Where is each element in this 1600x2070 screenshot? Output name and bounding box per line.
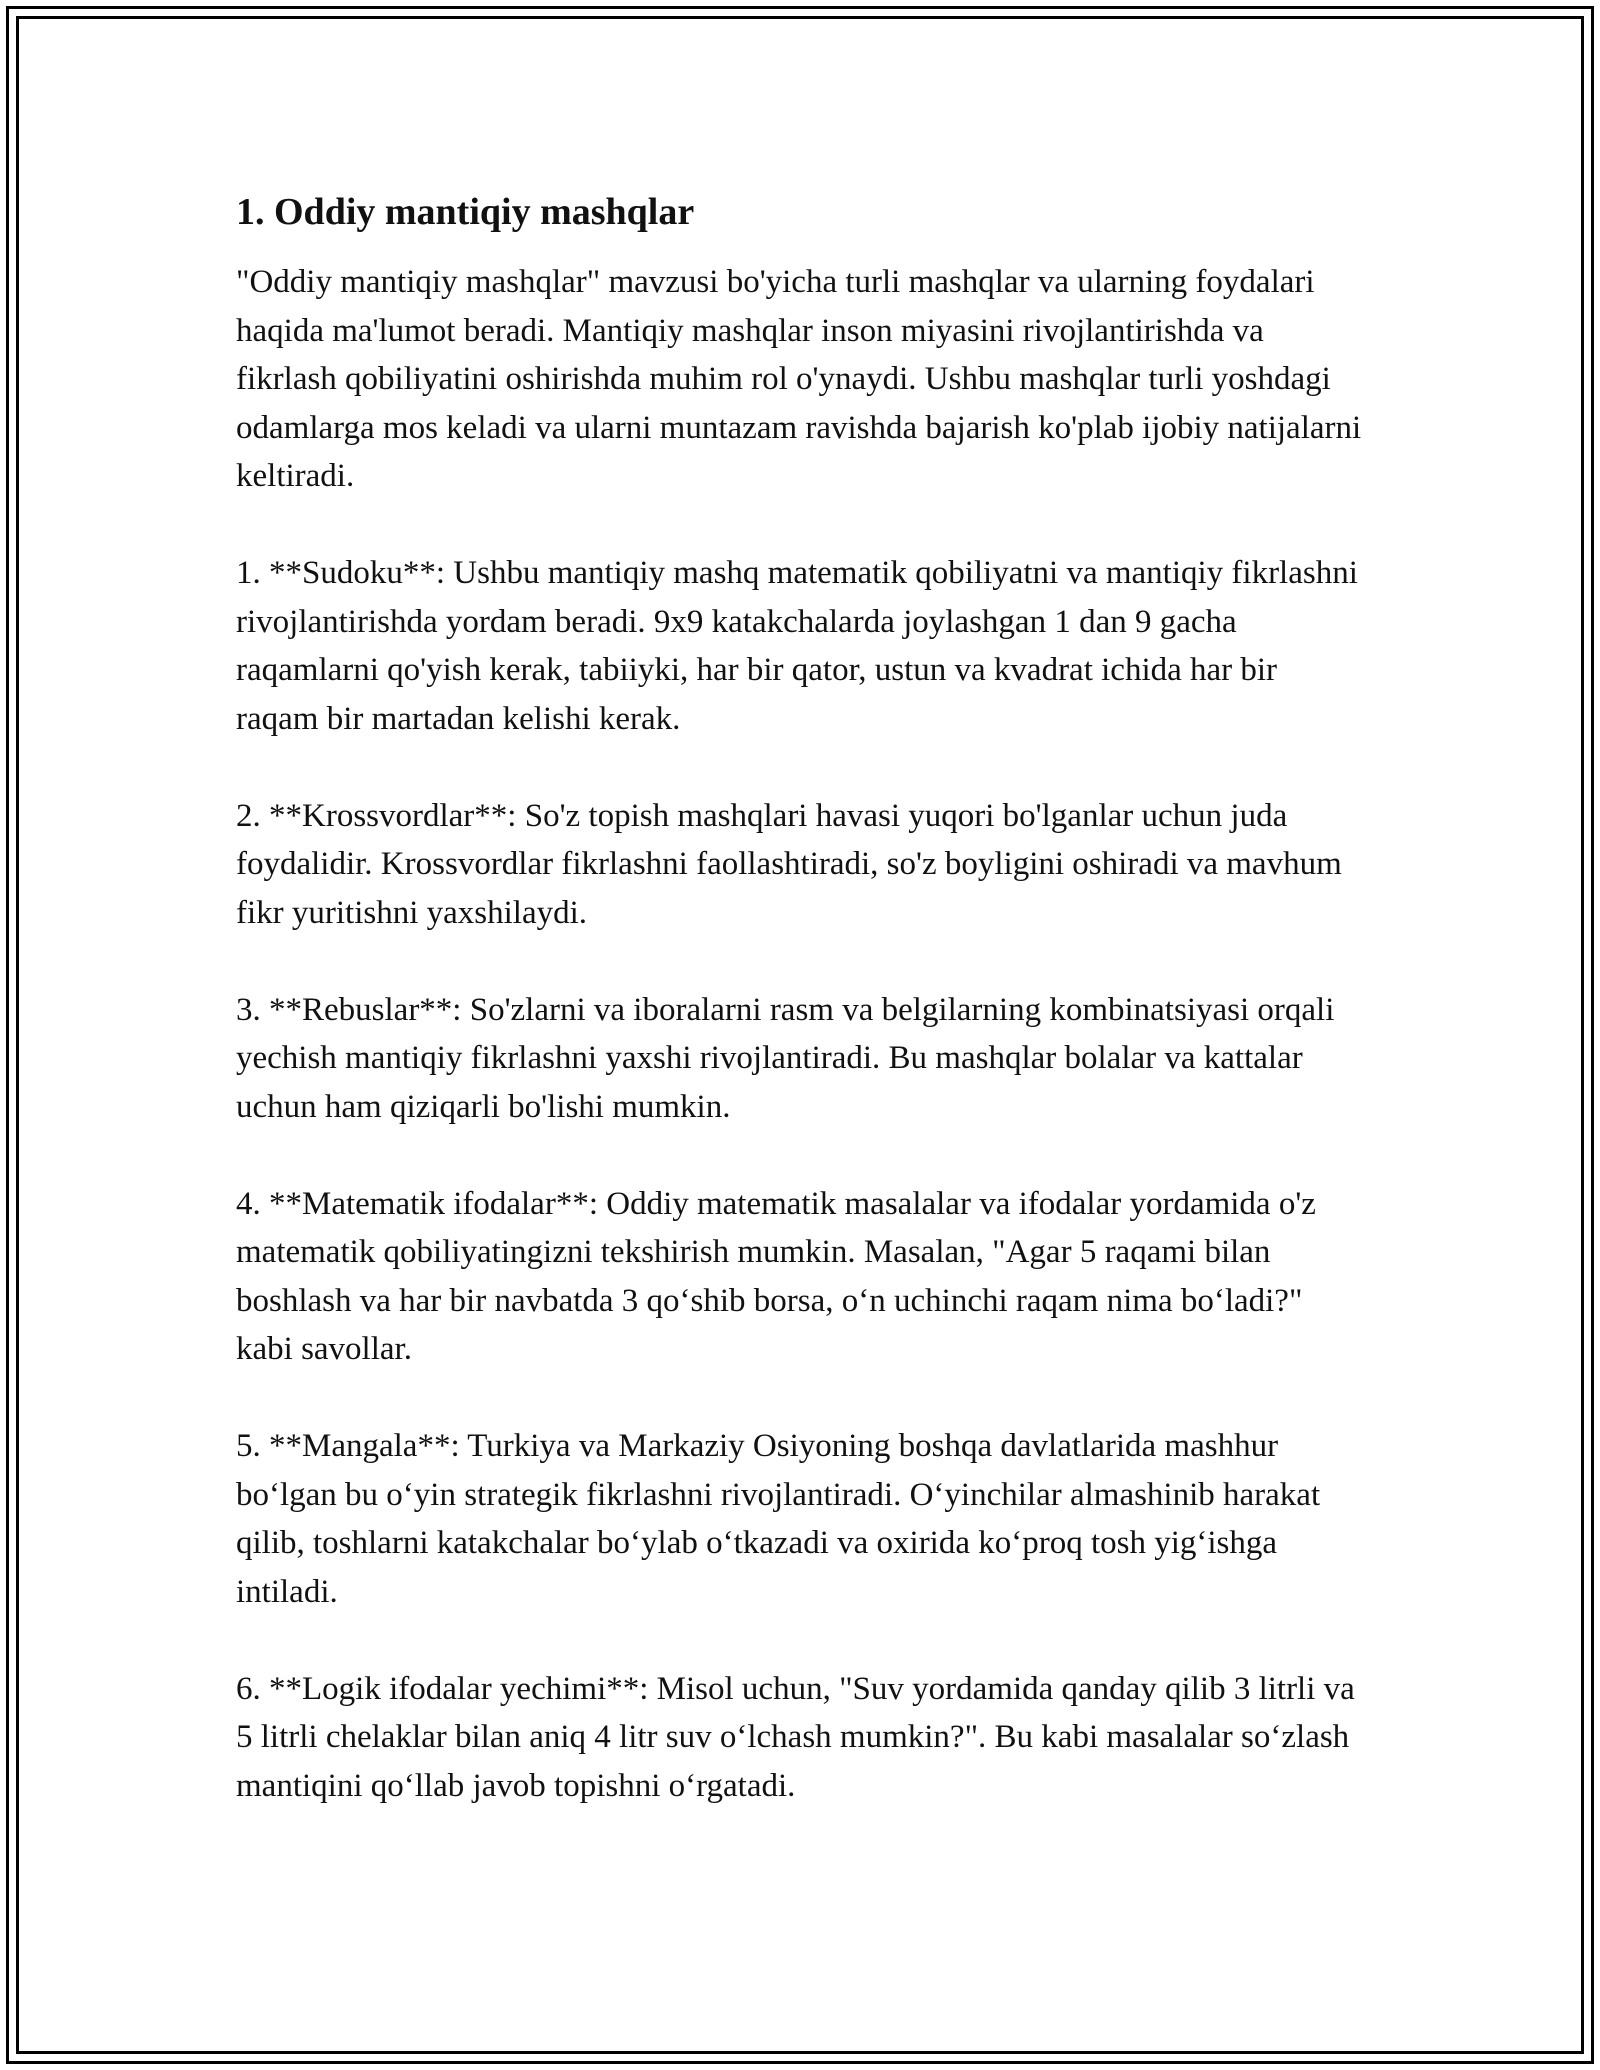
list-item-logik-ifodalar: 6. **Logik ifodalar yechimi**: Misol uchun, "Suv yordamida qanday qilib 3 litrli va 5 litrli chelaklar bilan aniq 4 litr suv o‘lchash mumkin?". Bu kabi masalalar so‘zlash mantiqini qo‘llab javob topishni o‘rgatadi.: [236, 1670, 1355, 1804]
document-body: [236, 188, 1366, 1859]
intro-paragraph: "Oddiy mantiqiy mashqlar" mavzusi bo'yicha turli mashqlar va ularning foydalari haqida ma'lumot beradi. Mantiqiy mashqlar inson miyasini rivojlantirishda va fikrlash qobiliyatini oshirishda muhim rol o'ynaydi. Ushbu mashqlar turli yoshdagi odamlarga mos keladi va ularni muntazam ravishda bajarish ko'plab ijobiy natijalarni keltiradi.: [236, 264, 1362, 494]
list-item-rebuslar: 3. **Rebuslar**: So'zlarni va iboralarni rasm va belgilarning kombinatsiyasi orqali yechish mantiqiy fikrlashni yaxshi rivojlantiradi. Bu mashqlar bolalar va kattalar uchun ham qiziqarli bo'lishi mumkin.: [236, 991, 1335, 1125]
list-item-matematik-ifodalar: 4. **Matematik ifodalar**: Oddiy matematik masalalar va ifodalar yordamida o'z matematik qobiliyatingizni tekshirish mumkin. Masalan, "Agar 5 raqami bilan boshlash va har bir navbatda 3 qo‘shib borsa, o‘n uchinchi raqam nima bo‘ladi?" kabi savollar.: [236, 1185, 1316, 1367]
list-item-sudoku: 1. **Sudoku**: Ushbu mantiqiy mashq matematik qobiliyatni va mantiqiy fikrlashni rivojlantirishda yordam beradi. 9x9 katakchalarda joylashgan 1 dan 9 gacha raqamlarni qo'yish kerak, tabiiyki, har bir qator, ustun va kvadrat ichida har bir raqam bir martadan kelishi kerak.: [236, 555, 1358, 737]
list-item-mangala: 5. **Mangala**: Turkiya va Markaziy Osiyoning boshqa davlatlarida mashhur bo‘lgan bu o‘yin strategik fikrlashni rivojlantiradi. O‘yinchilar almashinib harakat qilib, toshlarni katakchalar bo‘ylab o‘tkazadi va oxirida ko‘proq tosh yig‘ishga intiladi.: [236, 1428, 1321, 1610]
section-heading: 1. Oddiy mantiqiy mashqlar: [236, 191, 695, 233]
list-item-krossvordlar: 2. **Krossvordlar**: So'z topish mashqlari havasi yuqori bo'lganlar uchun juda foydalidir. Krossvordlar fikrlashni faollashtiradi, so'z boyligini oshiradi va mavhum fikr yuritishni yaxshilaydi.: [236, 797, 1342, 931]
